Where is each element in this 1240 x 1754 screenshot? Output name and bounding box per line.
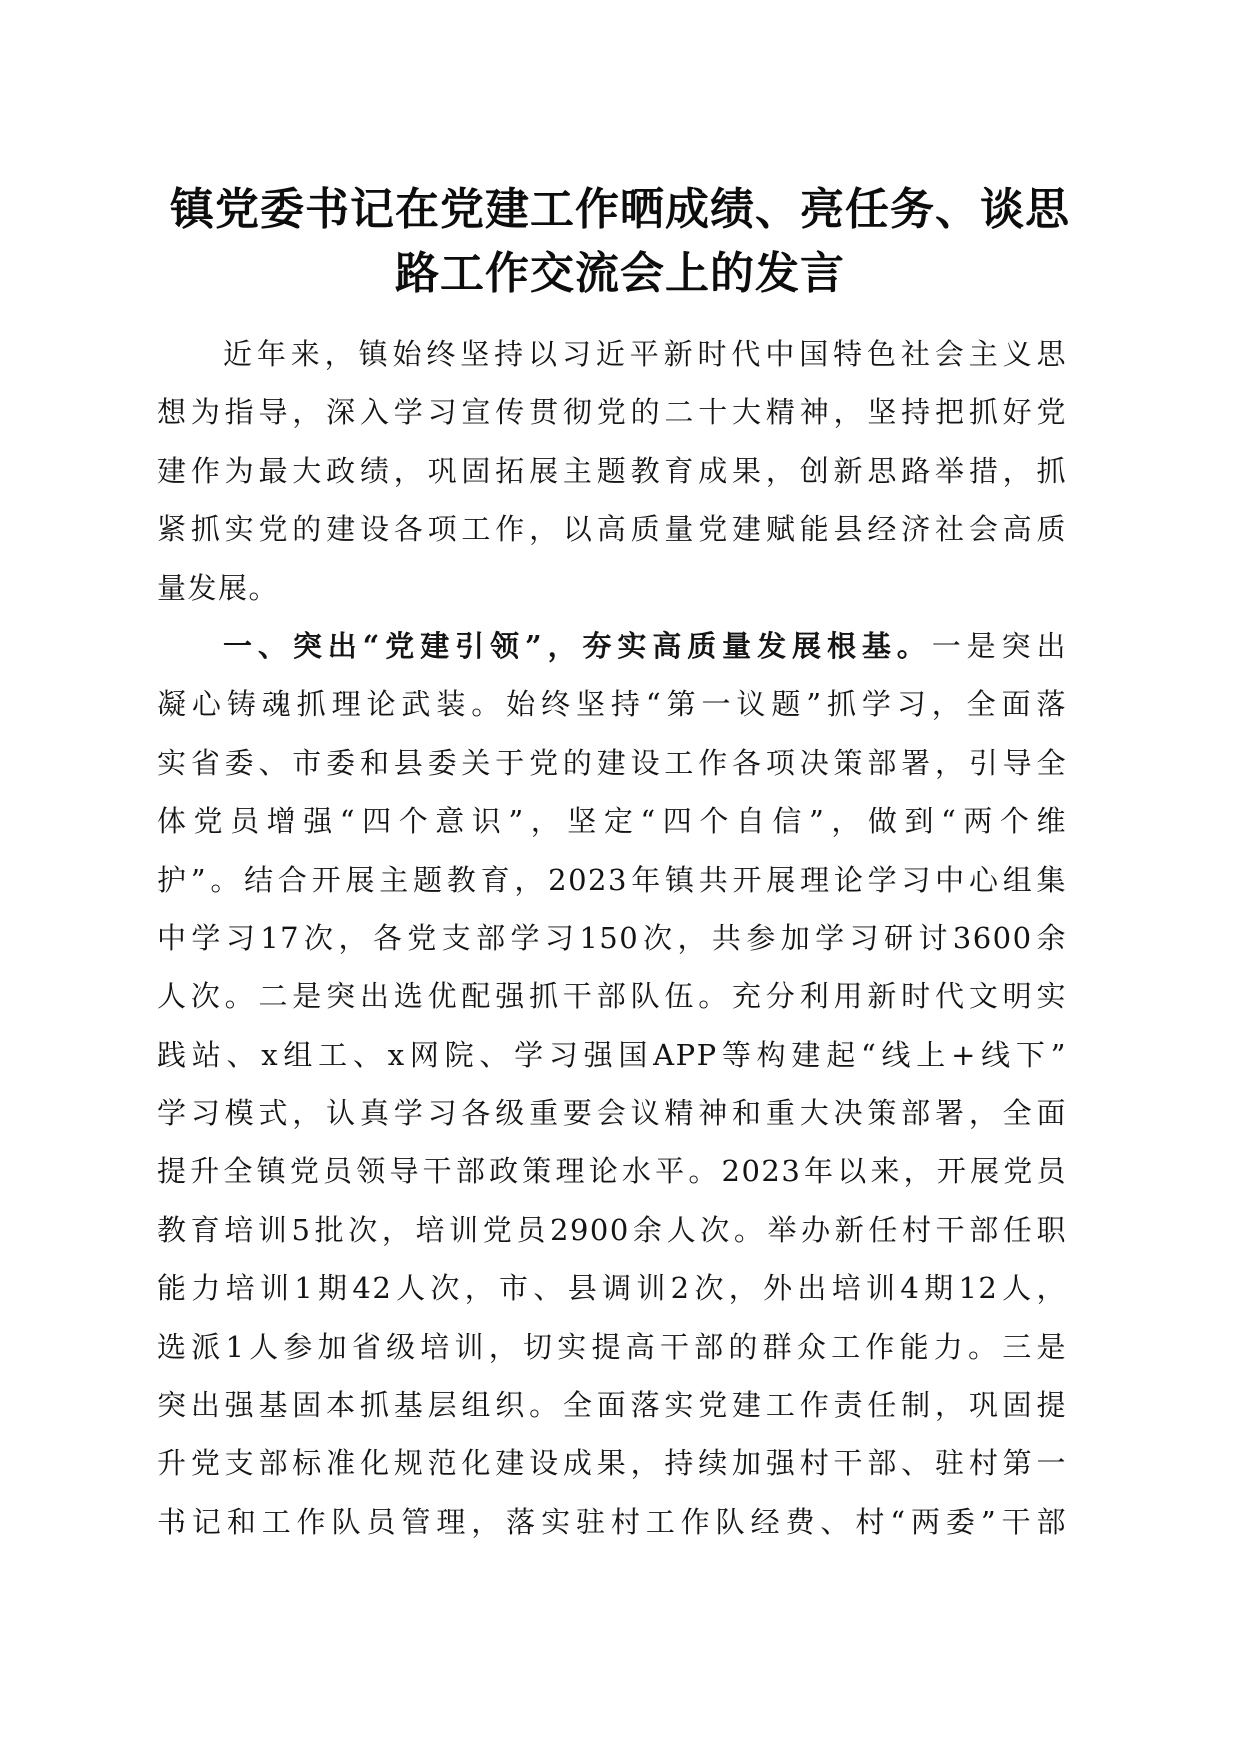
text-line: 践站、x组工、x网院、学习强国APP等构建起“线上+线下” [157, 1037, 1067, 1072]
text-line: 学习模式，认真学习各级重要会议精神和重大决策部署，全面 [157, 1096, 1067, 1131]
text-line: 提升全镇党员领导干部政策理论水平。2023年以来，开展党员 [157, 1154, 1067, 1189]
paragraph-section-1 [157, 617, 1067, 1551]
text-line: 凝心铸魂抓理论武装。始终坚持“第一议题”抓学习，全面落 [157, 687, 1067, 722]
title-line-1: 镇党委书记在党建工作晒成绩、亮任务、谈思 [170, 184, 1070, 235]
text-line: 教育培训5批次，培训党员2900余人次。举办新任村干部任职 [157, 1212, 1067, 1247]
document-title [150, 178, 1090, 306]
title-line-2: 路工作交流会上的发言 [395, 248, 845, 299]
text-line: 近年来，镇始终坚持以习近平新时代中国特色社会主义思 [223, 337, 1067, 371]
document-body [157, 325, 1067, 1551]
text-line: 能力培训1期42人次，市、县调训2次，外出培训4期12人， [157, 1271, 1067, 1306]
text-line: 中学习17次，各党支部学习150次，共参加学习研讨3600余 [157, 920, 1067, 955]
text-line: 紧抓实党的建设各项工作，以高质量党建赋能县经济社会高质 [157, 512, 1067, 547]
text-line: 书记和工作队员管理，落实驻村工作队经费、村“两委”干部 [157, 1504, 1067, 1539]
text-line: 选派1人参加省级培训，切实提高干部的群众工作能力。三是 [157, 1329, 1067, 1364]
text-line: 想为指导，深入学习宣传贯彻党的二十大精神，坚持把抓好党 [157, 395, 1067, 430]
text-line: 实省委、市委和县委关于党的建设工作各项决策部署，引导全 [157, 745, 1067, 780]
text-line: 护”。结合开展主题教育，2023年镇共开展理论学习中心组集 [157, 862, 1067, 897]
text-line: 量发展。 [157, 570, 280, 605]
paragraph-intro [157, 325, 1067, 617]
section-first-line [157, 617, 1067, 675]
text-line: 突出强基固本抓基层组织。全面落实党建工作责任制，巩固提 [157, 1388, 1067, 1423]
text-line: 升党支部标准化规范化建设成果，持续加强村干部、驻村第一 [157, 1446, 1067, 1481]
text-line: 人次。二是突出选优配强抓干部队伍。充分利用新时代文明实 [157, 979, 1067, 1014]
section-heading: 一、突出“党建引领”，夯实高质量发展根基。 [223, 628, 932, 663]
text-line: 体党员增强“四个意识”，坚定“四个自信”，做到“两个维 [157, 804, 1067, 839]
section-first-line-text: 一是突出 [931, 628, 1067, 663]
text-line: 建作为最大政绩，巩固拓展主题教育成果，创新思路举措，抓 [157, 453, 1067, 488]
